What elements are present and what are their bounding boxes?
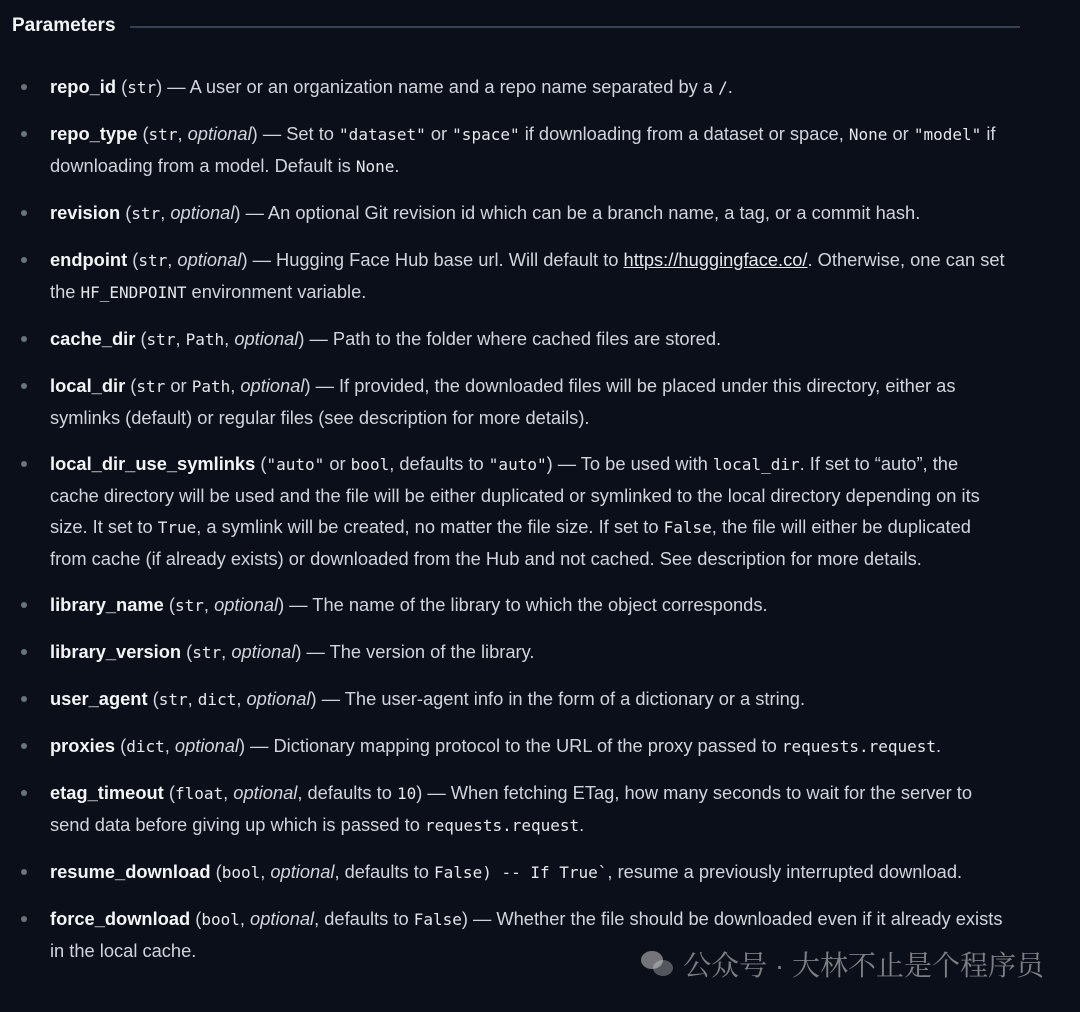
inline-code: str <box>138 251 168 270</box>
inline-code: 10 <box>396 784 417 803</box>
param-text: ) — To be used with <box>546 453 713 474</box>
optional-tag: optional <box>240 375 305 396</box>
param-text: ) — Path to the folder where cached files are stored. <box>298 328 722 349</box>
inline-code: "space" <box>452 125 520 144</box>
param-item <box>0 777 1080 841</box>
inline-code: str <box>131 204 161 223</box>
param-name: library_name <box>50 594 164 615</box>
param-name: resume_download <box>50 861 211 882</box>
param-text: ) — Set to <box>251 123 340 144</box>
parameters-list <box>0 71 1080 981</box>
inline-code: str <box>174 596 204 615</box>
param-text: , <box>223 782 234 803</box>
param-text: ( <box>127 249 139 270</box>
inline-code: local_dir <box>712 455 800 474</box>
param-text: , defaults to <box>314 908 414 929</box>
inline-code: Path <box>185 330 225 349</box>
param-text: , <box>164 735 175 756</box>
param-text: ) — The name of the library to which the object corresponds. <box>278 594 768 615</box>
param-text: or <box>324 453 351 474</box>
param-name: user_agent <box>50 688 148 709</box>
param-item <box>0 197 1080 229</box>
param-name: revision <box>50 202 121 223</box>
optional-tag: optional <box>174 735 239 756</box>
optional-tag: optional <box>214 594 279 615</box>
param-text: , <box>203 594 215 615</box>
param-name: endpoint <box>50 249 128 270</box>
param-text: ( <box>255 453 267 474</box>
param-text: ( <box>120 202 132 223</box>
param-name: local_dir <box>50 375 126 396</box>
param-text: ( <box>181 641 193 662</box>
inline-code: dict <box>126 737 165 756</box>
inline-code: Path <box>191 377 231 396</box>
inline-code: dict <box>197 690 237 709</box>
watermark-text: 公众号 · 大林不止是个程序员 <box>683 950 1044 981</box>
param-text: ) — Dictionary mapping protocol to the URL of the proxy passed to <box>238 735 782 756</box>
param-item <box>0 856 1080 888</box>
param-item <box>0 448 1080 574</box>
param-name: cache_dir <box>50 328 136 349</box>
section-title: Parameters <box>12 15 116 36</box>
param-item <box>0 244 1080 308</box>
param-name: repo_id <box>50 76 117 97</box>
param-item <box>0 730 1080 762</box>
param-text: , resume a previously interrupted download. <box>607 861 963 882</box>
optional-tag: optional <box>246 688 311 709</box>
param-item <box>0 370 1080 433</box>
param-text: , a symlink will be created, no matter the file size. If set to <box>196 516 664 537</box>
param-text: , <box>177 123 188 144</box>
param-name: force_download <box>50 908 191 929</box>
inline-code: str <box>158 690 188 709</box>
optional-tag: optional <box>270 861 335 882</box>
param-text: ( <box>147 688 159 709</box>
param-text: ) — A user or an organization name and a repo name separated by a <box>156 76 719 97</box>
param-text: , the file will either be duplicated from cache (if already exists) or downloaded from the Hub and not cached. See description for more details. <box>50 516 971 569</box>
watermark <box>641 944 1044 984</box>
param-text: , defaults to <box>297 782 397 803</box>
param-text: , <box>175 328 186 349</box>
inline-code: bool <box>201 910 240 929</box>
param-text: , <box>260 861 271 882</box>
param-text: , defaults to <box>389 453 489 474</box>
param-text: environment variable. <box>186 281 367 302</box>
param-text: ) — Hugging Face Hub base url. Will default to <box>241 249 624 270</box>
param-text: ( <box>116 76 128 97</box>
inline-code: str <box>192 643 222 662</box>
param-text: ) — When fetching ETag, how many seconds to wait for the server to send data before giving up which is passed to <box>50 782 973 835</box>
param-name: etag_timeout <box>50 782 164 803</box>
param-text: ( <box>163 594 175 615</box>
param-text: , <box>239 908 251 929</box>
param-text: , defaults to <box>334 861 435 882</box>
inline-code: str <box>127 78 157 97</box>
param-text: . <box>394 155 400 176</box>
param-text: ( <box>115 735 127 756</box>
param-text: . If set to “auto”, the cache directory will be used and the file will be either duplicated or symlinked to the local directory depending on its size. It set to <box>50 453 980 537</box>
param-text: . <box>936 735 942 756</box>
inline-code: None <box>848 125 888 144</box>
param-text: ( <box>190 908 202 929</box>
param-text: , <box>230 375 241 396</box>
param-text: ) — The user-agent info in the form of a dictionary or a string. <box>310 688 806 709</box>
endpoint-link[interactable]: https://huggingface.co/ <box>623 249 808 270</box>
param-name: repo_type <box>50 123 138 144</box>
param-item <box>0 118 1080 182</box>
param-text: . Otherwise, one can set the <box>50 249 1005 302</box>
inline-code: requests.request <box>781 737 937 756</box>
inline-code: False <box>413 910 462 929</box>
param-item <box>0 636 1080 668</box>
param-item <box>0 589 1080 621</box>
header-divider <box>130 26 1020 28</box>
param-text: if downloading from a model. Default is <box>50 123 996 176</box>
inline-code: None <box>355 157 395 176</box>
inline-code: float <box>174 784 224 803</box>
param-text: ) — An optional Git revision id which can be a branch name, a tag, or a commit hash. <box>234 202 921 223</box>
param-text: . <box>579 814 585 835</box>
section-header <box>12 12 1020 40</box>
inline-code: str <box>136 377 166 396</box>
param-text: ( <box>210 861 222 882</box>
inline-code: "auto" <box>266 455 325 474</box>
inline-code: "model" <box>913 125 982 144</box>
param-text: ) — Whether the file should be downloaded even if it already exists in the local cache. <box>50 908 1003 961</box>
optional-tag: optional <box>231 641 296 662</box>
inline-code: / <box>718 78 728 97</box>
param-text: , <box>221 641 232 662</box>
inline-code: False <box>663 518 712 537</box>
inline-code: bool <box>350 455 390 474</box>
param-text: ( <box>163 782 175 803</box>
param-text: , <box>160 202 171 223</box>
optional-tag: optional <box>234 328 299 349</box>
inline-code: "dataset" <box>339 125 426 144</box>
param-text: if downloading from a dataset or space, <box>519 123 849 144</box>
param-text: ) — If provided, the downloaded files will be placed under this directory, either as symlinks (default) or regular files (see description for more details). <box>50 375 956 428</box>
optional-tag: optional <box>177 249 242 270</box>
param-text: ) — The version of the library. <box>295 641 535 662</box>
inline-code: True <box>157 518 197 537</box>
inline-code: str <box>148 125 178 144</box>
param-text: or <box>165 375 192 396</box>
optional-tag: optional <box>170 202 235 223</box>
param-item <box>0 683 1080 715</box>
inline-code: False) -- If True` <box>434 863 608 882</box>
param-item <box>0 71 1080 103</box>
param-name: library_version <box>50 641 182 662</box>
inline-code: "auto" <box>488 455 547 474</box>
inline-code: requests.request <box>425 816 580 835</box>
optional-tag: optional <box>233 782 298 803</box>
wechat-icon <box>641 949 675 979</box>
param-item <box>0 323 1080 355</box>
param-text: or <box>887 123 914 144</box>
optional-tag: optional <box>187 123 252 144</box>
param-text: , <box>187 688 198 709</box>
inline-code: HF_ENDPOINT <box>80 283 187 302</box>
param-text: , <box>224 328 235 349</box>
param-text: , <box>167 249 178 270</box>
inline-code: bool <box>221 863 261 882</box>
param-name: proxies <box>50 735 116 756</box>
param-text: or <box>425 123 453 144</box>
param-text: ( <box>135 328 147 349</box>
optional-tag: optional <box>250 908 315 929</box>
param-text: ( <box>125 375 137 396</box>
inline-code: str <box>146 330 176 349</box>
param-name: local_dir_use_symlinks <box>50 453 256 474</box>
param-text: . <box>727 76 733 97</box>
param-text: , <box>236 688 247 709</box>
param-text: ( <box>137 123 149 144</box>
